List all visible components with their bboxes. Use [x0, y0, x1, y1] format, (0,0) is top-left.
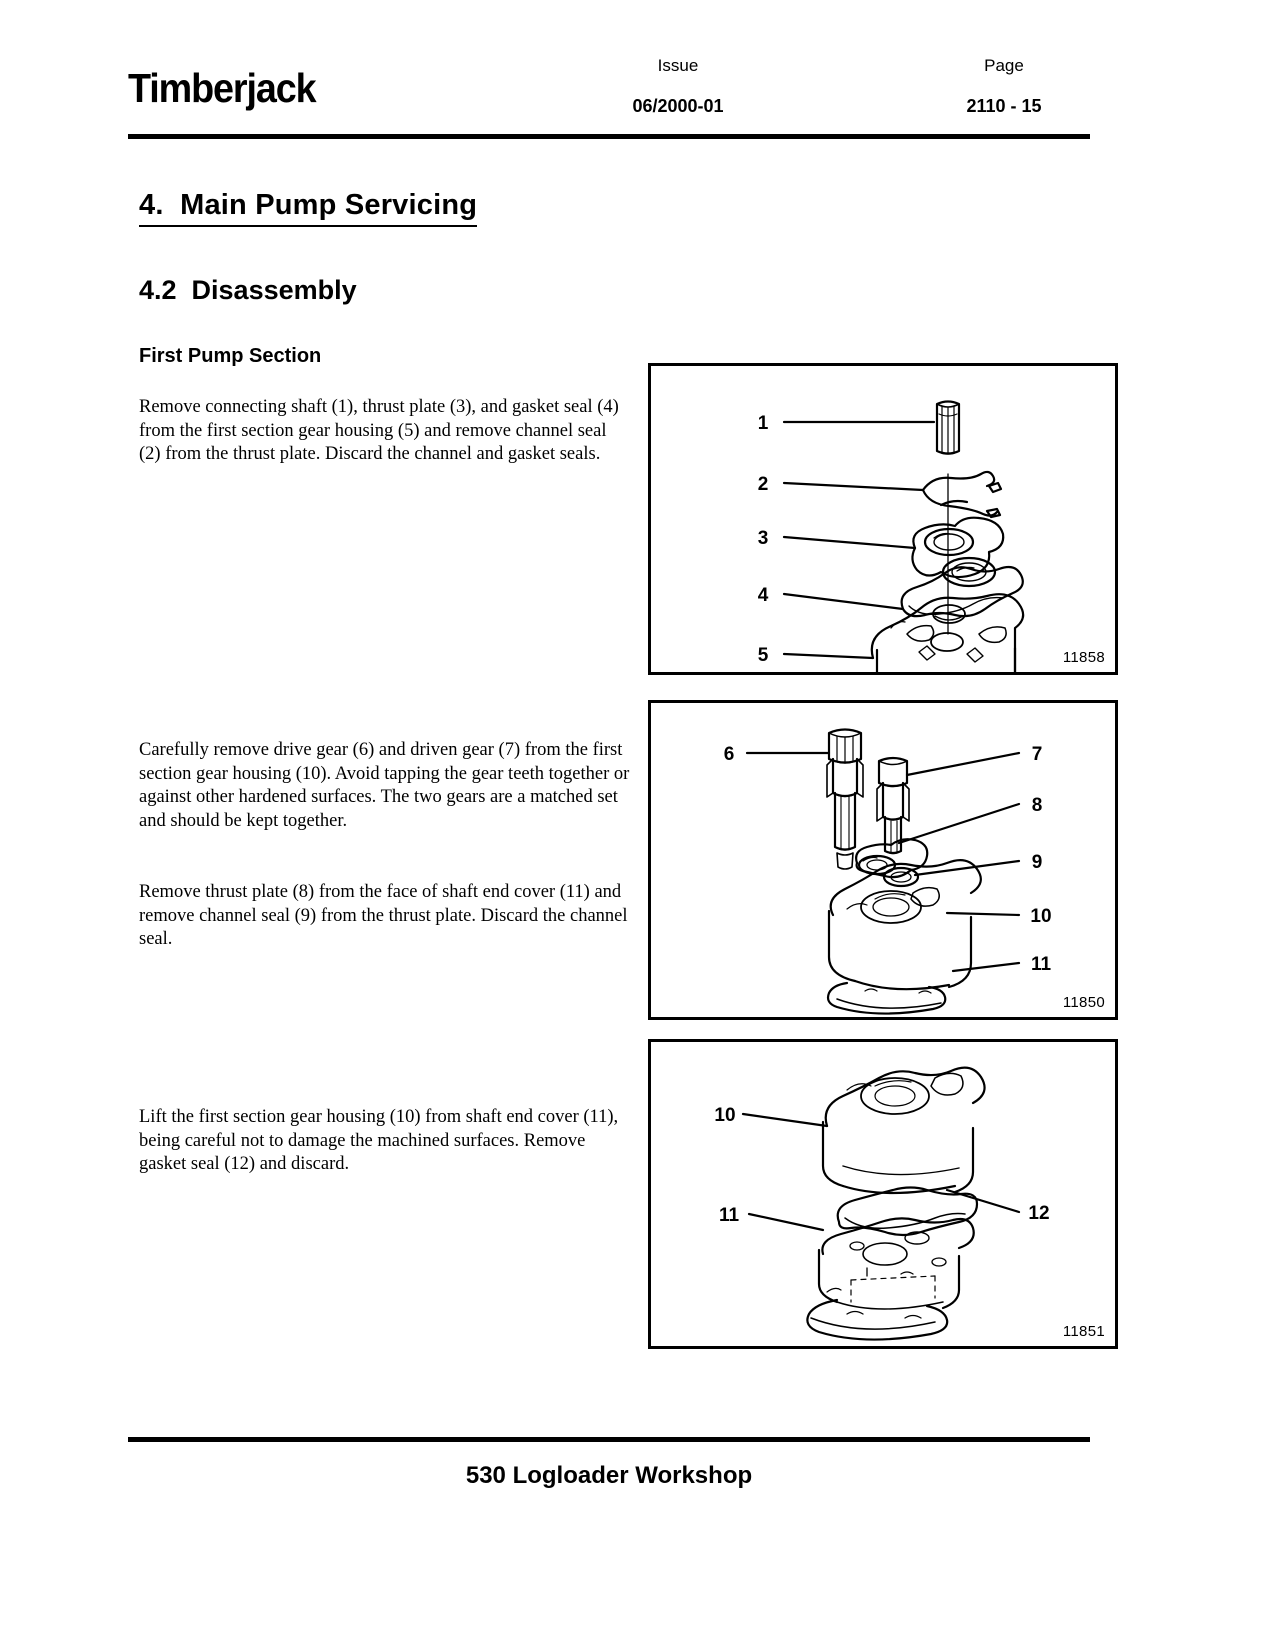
leader-line-7 [907, 753, 1019, 775]
issue-label: Issue [657, 56, 699, 75]
leader-line-4 [784, 594, 903, 609]
subsection-heading: First Pump Section [139, 345, 322, 367]
callout-number: 7 [1031, 744, 1043, 765]
leader-line-3 [784, 537, 915, 548]
part-thrust-plate-channel-seal [856, 839, 927, 886]
body-paragraph-3: Remove thrust plate (8) from the face of shaft end cover (11) and remove channel seal (9) from the thrust plate. Discard the channel seal. [139, 882, 628, 949]
callout-number: 1 [757, 413, 769, 434]
body-paragraph-4: Lift the first section gear housing (10) from shaft end cover (11), being careful not to damage the machined surfaces. Remove gasket seal (12) and discard. [139, 1107, 619, 1174]
part-connecting-shaft [937, 402, 959, 455]
leader-line-11 [749, 1214, 823, 1230]
page-header [128, 44, 1090, 136]
callout-number: 3 [757, 528, 769, 549]
leader-line-9 [915, 861, 1019, 875]
part-drive-gear [827, 730, 863, 870]
callout-number: 10 [1030, 906, 1052, 927]
footer-title: 530 Logloader Workshop [465, 1462, 753, 1489]
leader-line-2 [784, 483, 923, 490]
callout-number: 12 [1028, 1203, 1050, 1224]
callout-number: 11 [718, 1205, 740, 1226]
chapter-heading: 4. Main Pump Servicing [139, 190, 477, 227]
body-paragraph-1: Remove connecting shaft (1), thrust plate (3), and gasket seal (4) from the first section gear housing (5) and remove channel seal (2) from the thrust plate. Discard the channel and gasket seals. [139, 397, 619, 464]
leader-line-8 [899, 804, 1019, 843]
header-issue-block [598, 57, 758, 115]
issue-value: 06/2000-01 [632, 96, 724, 116]
part-shaft-end-cover [807, 1218, 973, 1339]
figure-caption-number: 11858 [1062, 649, 1105, 666]
leader-line-5 [784, 654, 873, 658]
footer-divider [128, 1437, 1090, 1442]
figure-caption-number: 11851 [1062, 1323, 1105, 1340]
figure-1-illustration [651, 366, 1115, 672]
part-thrust-plate [912, 518, 1003, 586]
body-paragraph-2: Carefully remove drive gear (6) and driven gear (7) from the first section gear housing (10). Avoid tapping the gear teeth together or against other hardened surfaces. The two gears are a matched set and should be kept together. [139, 740, 630, 831]
callout-number: 2 [757, 474, 769, 495]
section-heading: 4.2 Disassembly [139, 275, 357, 305]
leader-line-10 [947, 913, 1019, 915]
callout-number: 5 [757, 645, 769, 666]
figure-caption-number: 11850 [1062, 994, 1105, 1011]
callout-number: 8 [1031, 795, 1043, 816]
leader-line-11 [953, 963, 1019, 971]
figure-3-illustration [651, 1042, 1115, 1346]
figure-gears-exploded [648, 700, 1118, 1020]
part-gear-housing-and-cover [828, 860, 981, 1013]
callout-number: 11 [1030, 954, 1052, 975]
part-channel-seal [923, 472, 1001, 517]
callout-number: 9 [1031, 852, 1043, 873]
brand-logo: Timberjack [128, 65, 316, 111]
callout-number: 4 [757, 585, 769, 606]
figure-housing-cover-gasket [648, 1039, 1118, 1349]
figure-2-illustration [651, 703, 1115, 1017]
page-number-value: 2110 - 15 [966, 96, 1042, 116]
leader-line-10 [743, 1114, 827, 1126]
callout-number: 6 [723, 744, 735, 765]
figure-first-section-exploded [648, 363, 1118, 675]
callout-number: 10 [714, 1105, 736, 1126]
part-first-section-gear-housing [823, 1068, 985, 1193]
header-page-block [918, 57, 1090, 115]
page-label: Page [984, 56, 1024, 75]
header-divider [128, 134, 1090, 139]
